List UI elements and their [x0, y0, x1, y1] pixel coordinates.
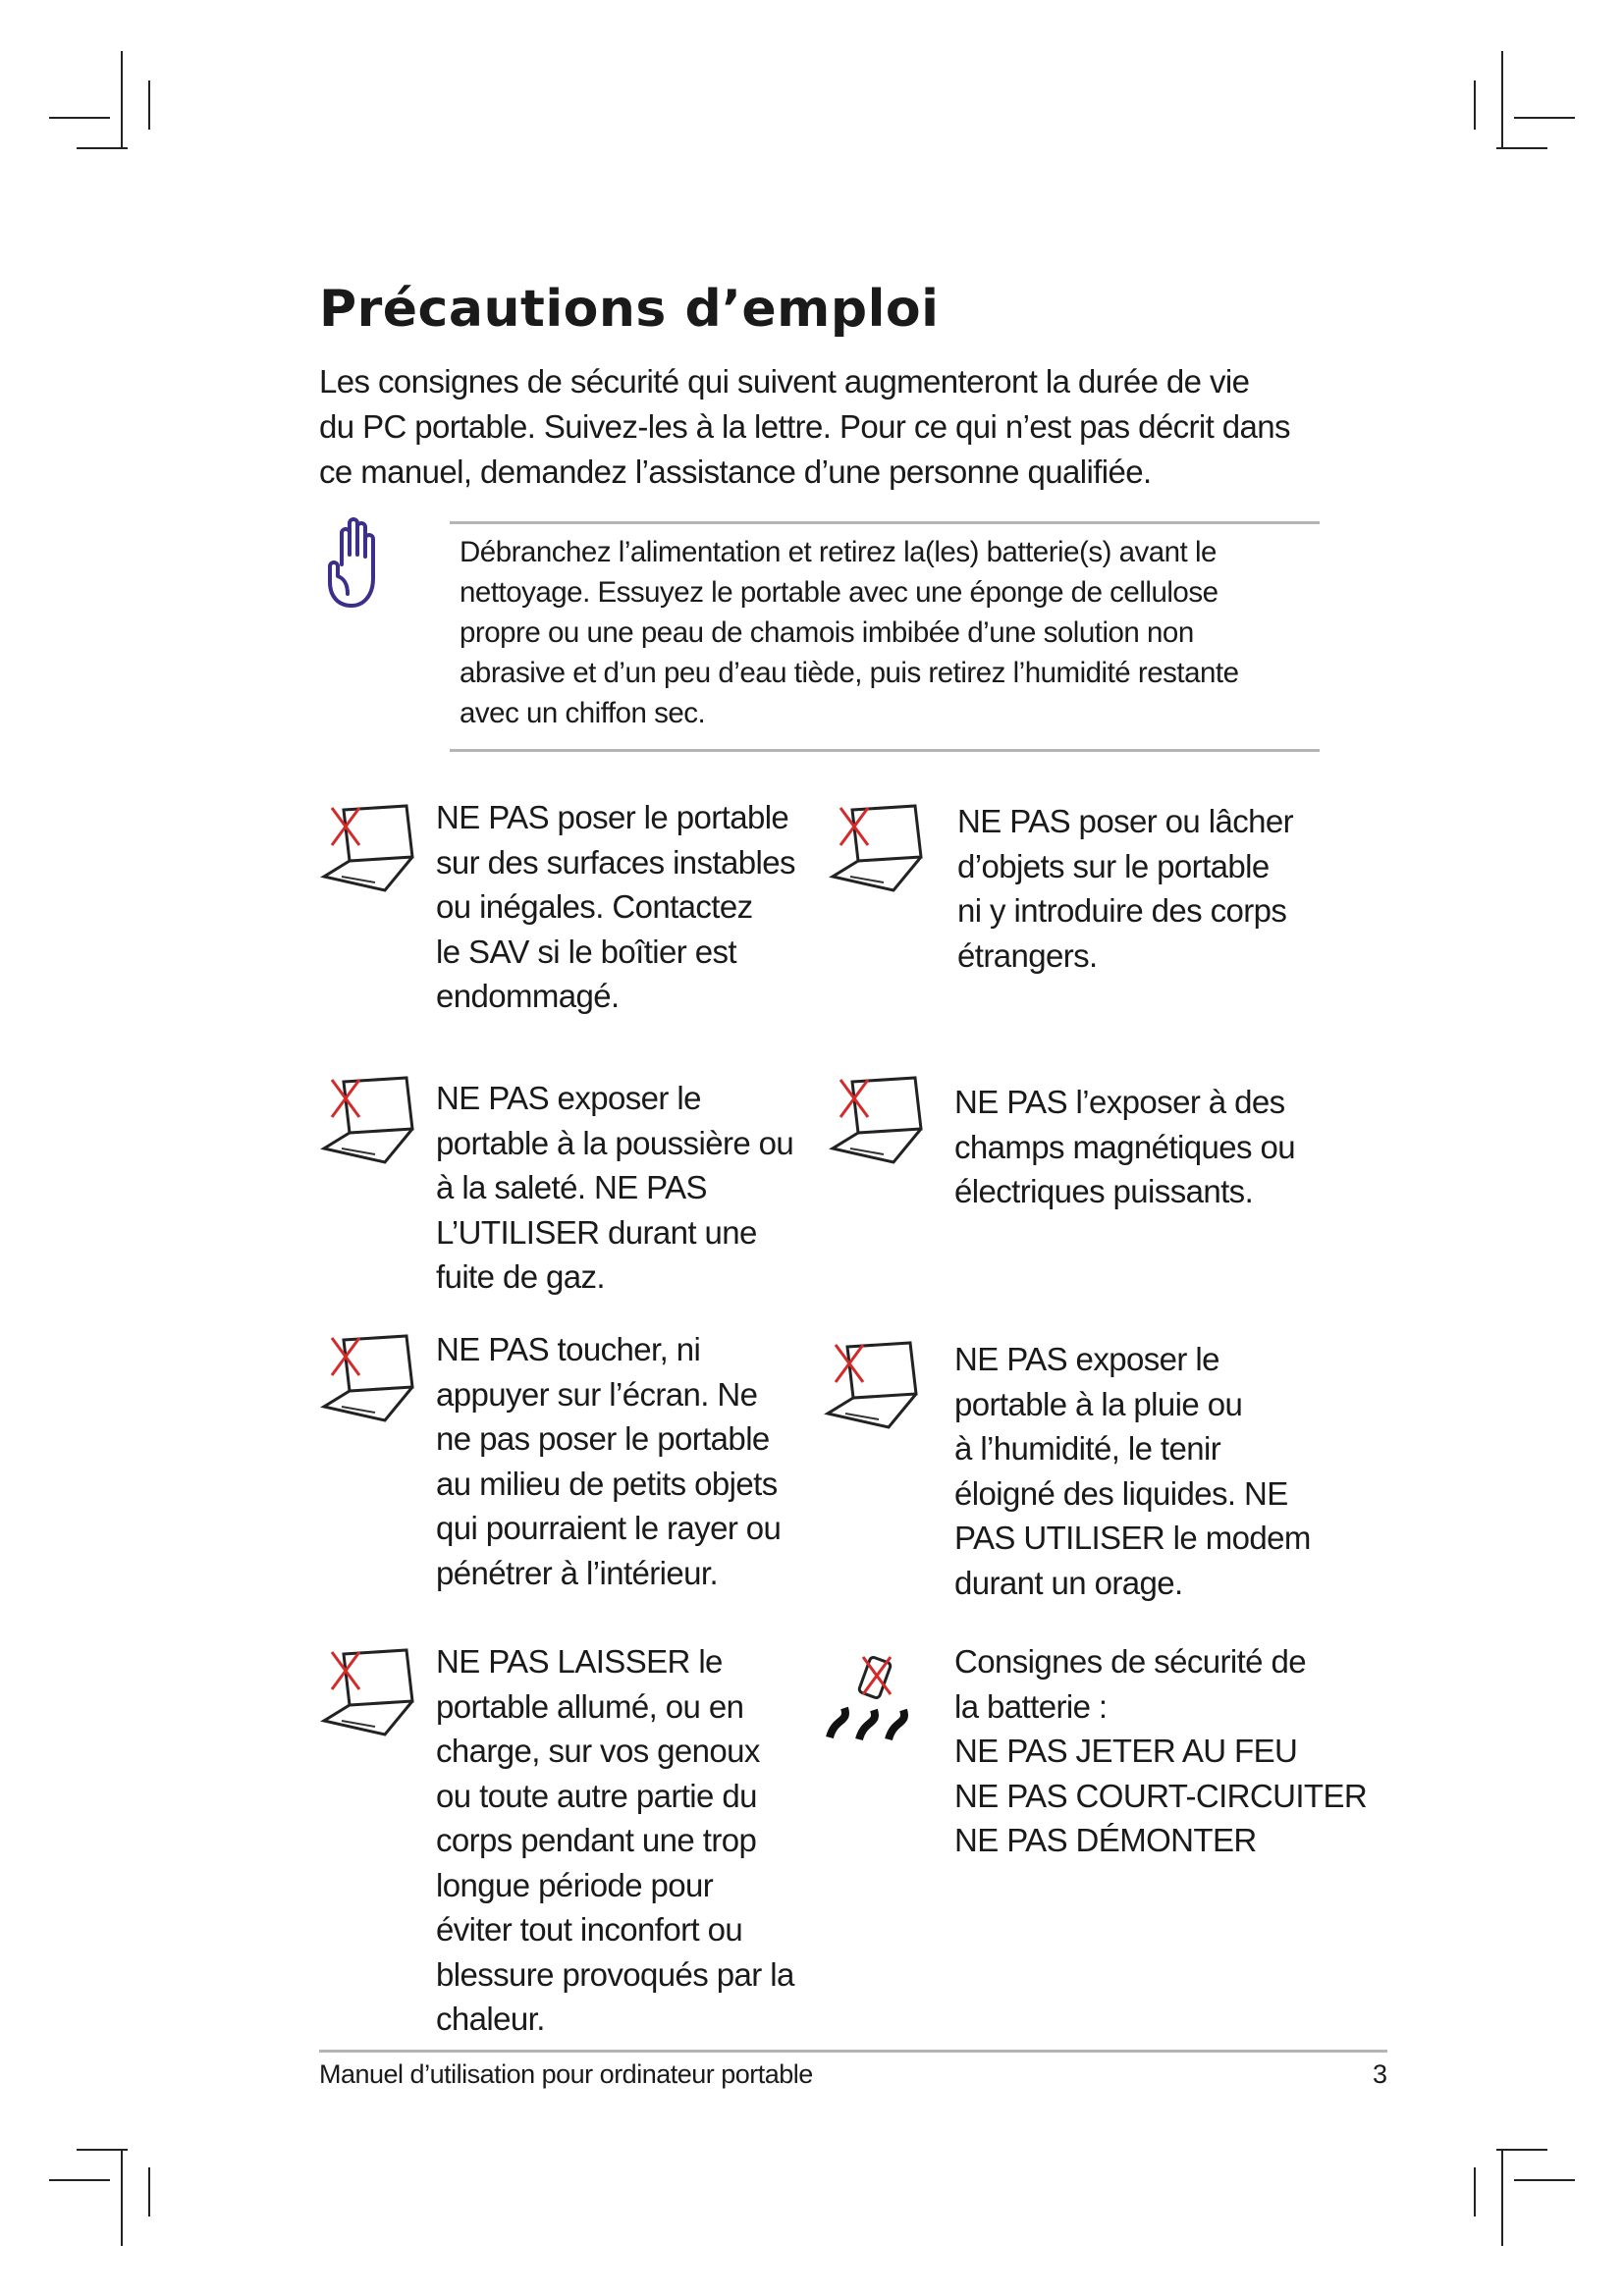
- precaution-line: NE PAS poser ou lâcher: [957, 803, 1294, 839]
- precaution-text: [436, 795, 795, 1019]
- precaution-line: NE PAS JETER AU FEU: [954, 1733, 1298, 1769]
- precaution-line: NE PAS exposer le: [436, 1080, 701, 1116]
- precaution-line: à la saleté. NE PAS: [436, 1169, 707, 1205]
- precaution-line: NE PAS l’exposer à des: [954, 1084, 1285, 1120]
- precaution-line: L’UTILISER durant une: [436, 1213, 757, 1251]
- footer-rule: [319, 2050, 1387, 2053]
- precaution-line: NE PAS COURT-CIRCUITER: [954, 1777, 1368, 1814]
- magnetic-field-icon: [825, 1072, 933, 1170]
- precaution-line: pénétrer à l’intérieur.: [436, 1554, 719, 1591]
- dust-icon: [316, 1072, 424, 1170]
- precaution-line: fuite de gaz.: [436, 1258, 605, 1295]
- intro-line: Les consignes de sécurité qui suivent augmenteront la durée de vie: [319, 363, 1250, 400]
- page-title: Précautions d’emploi: [319, 280, 940, 339]
- notice-line: Débranchez l’alimentation et retirez la(les) batterie(s) avant le: [460, 536, 1217, 568]
- unstable-surface-icon: [316, 800, 424, 898]
- precaution-line: le SAV si le boîtier est: [436, 933, 736, 970]
- precaution-line: champs magnétiques ou: [954, 1128, 1295, 1165]
- precaution-line: ni y introduire des corps: [957, 892, 1287, 929]
- dropping-objects-icon: [825, 800, 933, 898]
- precaution-line: ne pas poser le portable: [436, 1420, 770, 1457]
- liquid-icon: [820, 1337, 928, 1435]
- precaution-line: NE PAS exposer le: [954, 1341, 1219, 1377]
- page-number: 3: [1373, 2059, 1388, 2089]
- precaution-line: sur des surfaces instables: [436, 843, 795, 881]
- touch-screen-icon: [316, 1330, 424, 1428]
- precaution-line: NE PAS poser le portable: [436, 799, 789, 835]
- intro-paragraph: [319, 359, 1290, 495]
- precaution-line: ou inégales. Contactez: [436, 888, 753, 925]
- precaution-line: portable allumé, ou en: [436, 1687, 744, 1725]
- precaution-line: qui pourraient le rayer ou: [436, 1510, 782, 1546]
- precaution-text: [436, 1076, 793, 1300]
- precaution-text: [954, 1639, 1367, 1863]
- battery-fire-icon: [820, 1649, 928, 1747]
- precaution-text: [954, 1337, 1311, 1605]
- precaution-line: ou toute autre partie du: [436, 1777, 757, 1814]
- precaution-line: durant un orage.: [954, 1564, 1183, 1601]
- precaution-line: portable à la poussière ou: [436, 1124, 794, 1161]
- precaution-line: chaleur.: [436, 2001, 545, 2037]
- precaution-line: éviter tout inconfort ou: [436, 1911, 743, 1948]
- notice-line: nettoyage. Essuyez le portable avec une éponge de cellulose: [460, 576, 1218, 609]
- notice-text: [460, 532, 1239, 733]
- lap-heat-icon: [316, 1644, 424, 1742]
- precaution-text: [957, 799, 1293, 978]
- notice-line: avec un chiffon sec.: [460, 697, 706, 729]
- precaution-line: d’objets sur le portable: [957, 847, 1270, 884]
- notice-line: propre ou une peau de chamois imbibée d’une solution non: [460, 616, 1194, 649]
- precaution-line: charge, sur vos genoux: [436, 1733, 760, 1769]
- precaution-line: blessure provoqués par la: [436, 1955, 794, 1993]
- precaution-line: NE PAS toucher, ni: [436, 1331, 701, 1367]
- intro-line: du PC portable. Suivez-les à la lettre. Pour ce qui n’est pas décrit dans: [319, 408, 1290, 445]
- precaution-text: [436, 1327, 781, 1595]
- precaution-line: portable à la pluie ou: [954, 1385, 1243, 1422]
- precaution-line: électriques puissants.: [954, 1173, 1254, 1209]
- precaution-line: NE PAS LAISSER le: [436, 1643, 723, 1680]
- precaution-line: étrangers.: [957, 936, 1098, 974]
- precaution-text: [436, 1639, 794, 2042]
- precaution-line: PAS UTILISER le modem: [954, 1520, 1311, 1556]
- precaution-line: longue période pour: [436, 1866, 714, 1903]
- precaution-line: corps pendant une trop: [436, 1822, 757, 1858]
- precaution-line: à l’humidité, le tenir: [954, 1430, 1221, 1467]
- precaution-line: appuyer sur l’écran. Ne: [436, 1375, 758, 1413]
- precaution-text: [954, 1080, 1295, 1214]
- precaution-line: NE PAS DÉMONTER: [954, 1822, 1257, 1858]
- footer-title: Manuel d’utilisation pour ordinateur portable: [319, 2059, 813, 2089]
- notice-bottom-rule: [450, 749, 1320, 752]
- intro-line: ce manuel, demandez l’assistance d’une personne qualifiée.: [319, 454, 1152, 490]
- precaution-line: éloigné des liquides. NE: [954, 1474, 1288, 1512]
- notice-line: abrasive et d’un peu d’eau tiède, puis retirez l’humidité restante: [460, 657, 1239, 689]
- hand-stop-icon: [322, 515, 391, 610]
- precaution-line: la batterie :: [954, 1687, 1108, 1725]
- precaution-line: endommagé.: [436, 978, 620, 1014]
- precaution-line: au milieu de petits objets: [436, 1465, 778, 1502]
- notice-top-rule: [450, 521, 1320, 524]
- precaution-line: Consignes de sécurité de: [954, 1643, 1306, 1680]
